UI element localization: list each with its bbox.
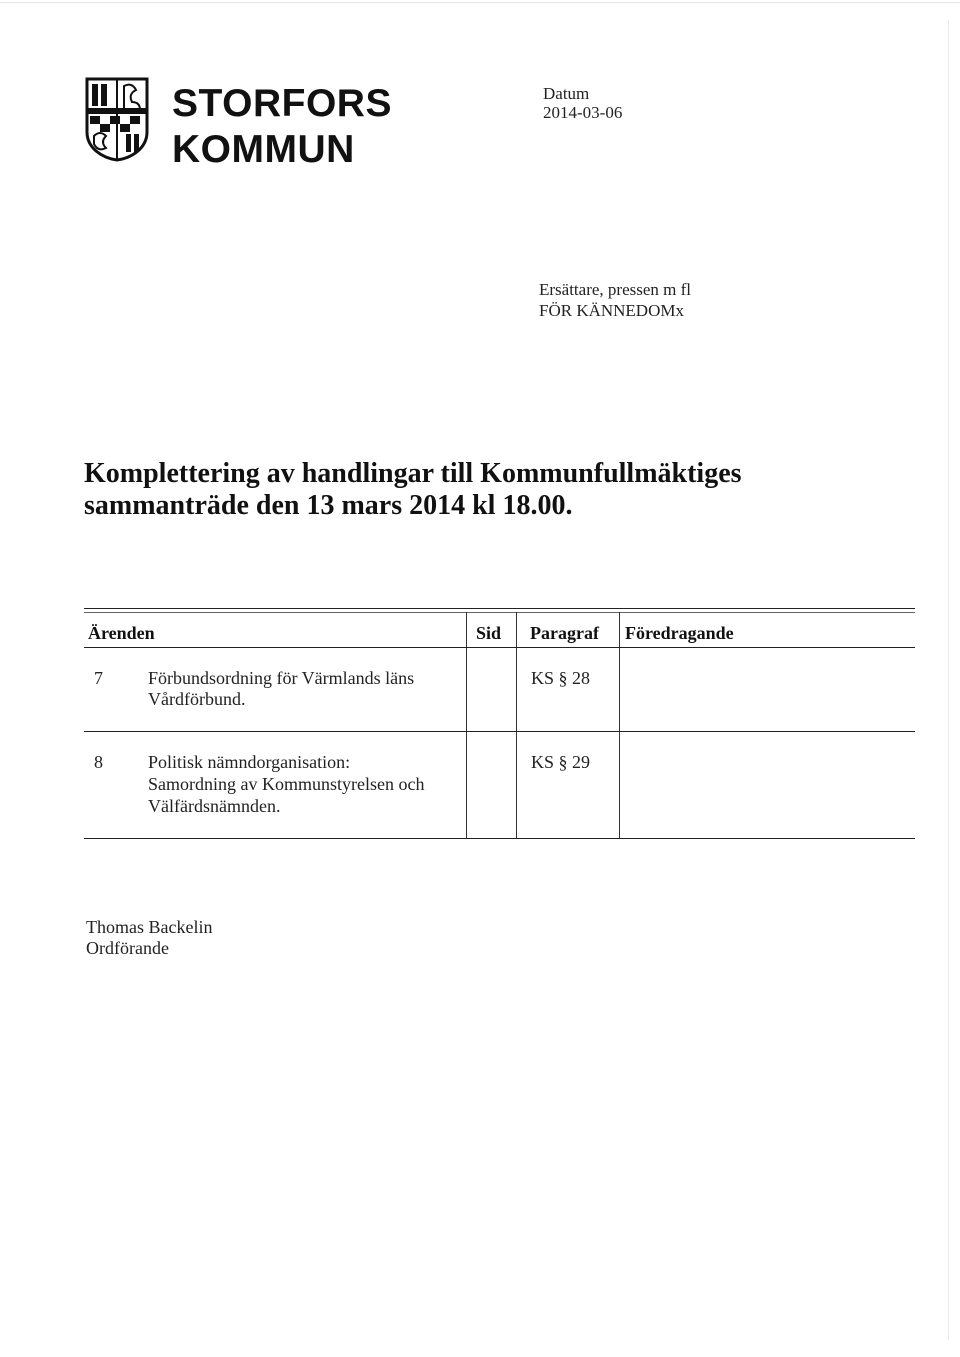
recipients-line1: Ersättare, pressen m fl xyxy=(539,280,691,299)
header-arenden: Ärenden xyxy=(88,623,155,643)
row-divider xyxy=(84,731,915,732)
header-paragraf: Paragraf xyxy=(530,623,599,643)
row-paragraf: KS § 29 xyxy=(531,752,591,772)
row-number: 7 xyxy=(94,668,103,688)
row-paragraf: KS § 28 xyxy=(531,668,591,688)
recipients-line2: FÖR KÄNNEDOMx xyxy=(539,301,684,320)
org-name-line1: STORFORS xyxy=(172,82,392,125)
col-divider-3 xyxy=(619,612,620,838)
row-text-line2: Samordning av Kommunstyrelsen och xyxy=(148,774,425,794)
header-bottom-border xyxy=(84,647,915,648)
municipal-coat-of-arms-icon xyxy=(84,76,150,162)
table-bottom-border xyxy=(84,838,915,839)
row-number: 8 xyxy=(94,752,103,772)
scan-edge-top xyxy=(0,2,960,3)
document-title-line1: Komplettering av handlingar till Kommunfullmäktiges xyxy=(84,458,742,489)
signature-name: Thomas Backelin xyxy=(86,917,213,937)
col-divider-2 xyxy=(516,612,517,838)
scan-edge-right xyxy=(948,20,949,1340)
col-divider-1 xyxy=(466,612,467,838)
table-top-border-inner xyxy=(84,612,915,613)
row-text-line3: Välfärdsnämnden. xyxy=(148,796,281,816)
row-text-line1: Politisk nämndorganisation: xyxy=(148,752,351,772)
date-value: 2014-03-06 xyxy=(543,103,623,122)
date-label: Datum xyxy=(543,84,590,103)
signature-role: Ordförande xyxy=(86,938,169,958)
org-name-line2: KOMMUN xyxy=(172,128,355,171)
header-foredragande: Föredragande xyxy=(625,623,734,643)
header-sid: Sid xyxy=(476,623,502,643)
row-text-line1: Förbundsordning för Värmlands läns xyxy=(148,668,415,688)
document-title-line2: sammanträde den 13 mars 2014 kl 18.00. xyxy=(84,490,573,521)
table-top-border xyxy=(84,608,915,609)
row-text-line2: Vårdförbund. xyxy=(148,689,246,709)
